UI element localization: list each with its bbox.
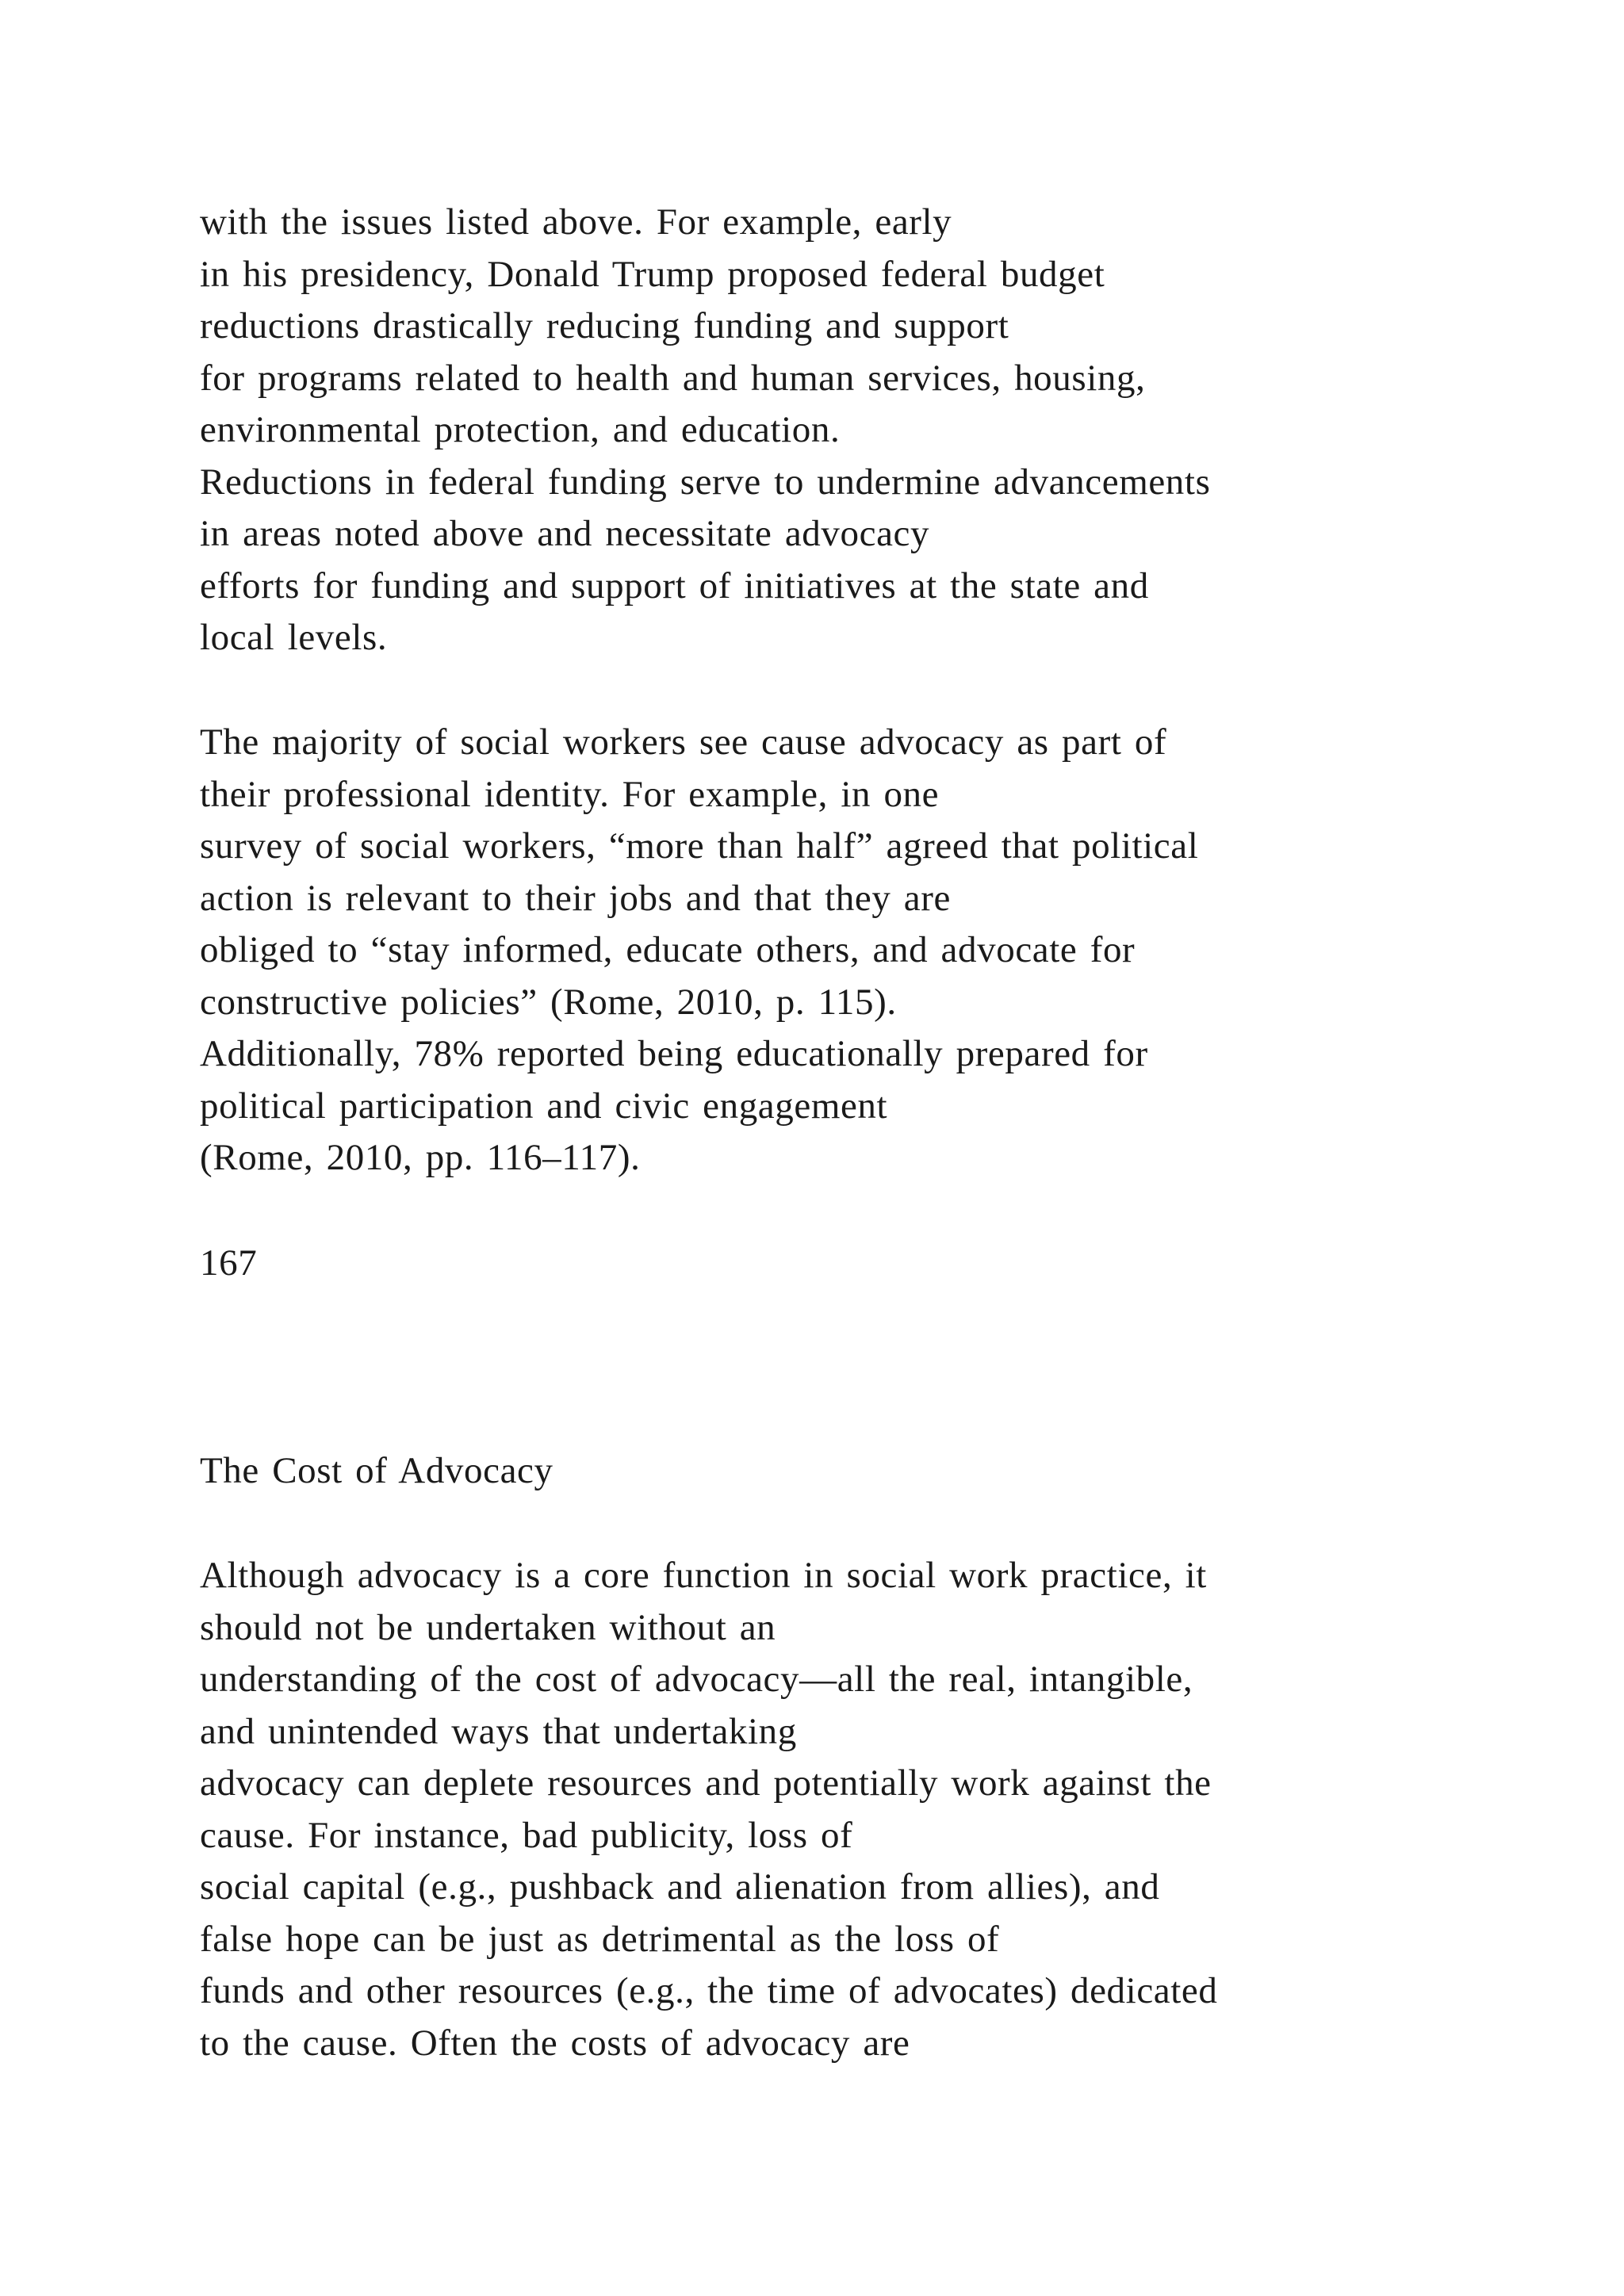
text-line: should not be undertaken without an xyxy=(200,1606,776,1648)
page-number-text: 167 xyxy=(200,1242,258,1284)
page-number xyxy=(200,1238,1595,1290)
paragraph-professional-identity xyxy=(200,717,1595,1184)
paragraph-cost-of-advocacy xyxy=(200,1550,1595,2069)
text-line: with the issues listed above. For example, early xyxy=(200,201,952,243)
text-line: advocacy can deplete resources and potentially work against the xyxy=(200,1762,1212,1804)
text-line: social capital (e.g., pushback and alienation from allies), and xyxy=(200,1866,1160,1908)
text-line: Although advocacy is a core function in social work practice, it xyxy=(200,1555,1207,1596)
text-line: efforts for funding and support of initiatives at the state and xyxy=(200,564,1149,607)
text-line: and unintended ways that undertaking xyxy=(200,1710,797,1752)
paragraph-budget-reductions xyxy=(200,197,1595,664)
text-line: for programs related to health and human services, housing, xyxy=(200,357,1146,399)
text-line: obliged to “stay informed, educate others, and advocate for xyxy=(200,929,1136,970)
text-line: environmental protection, and education. xyxy=(200,409,841,450)
text-line: The majority of social workers see cause advocacy as part of xyxy=(200,721,1167,763)
text-line: false hope can be just as detrimental as the loss of xyxy=(200,1918,1000,1960)
text-line: in areas noted above and necessitate advocacy xyxy=(200,513,930,554)
text-line: to the cause. Often the costs of advocacy are xyxy=(200,2022,910,2064)
text-line: action is relevant to their jobs and that they are xyxy=(200,877,951,919)
section-heading-text: The Cost of Advocacy xyxy=(200,1450,553,1491)
text-line: political participation and civic engagement xyxy=(200,1085,888,1127)
text-line: Additionally, 78% reported being educationally prepared for xyxy=(200,1033,1148,1074)
text-line: (Rome, 2010, pp. 116–117). xyxy=(200,1137,641,1178)
section-heading xyxy=(200,1445,1595,1498)
text-line: their professional identity. For example, in one xyxy=(200,773,940,815)
text-line: understanding of the cost of advocacy—all the real, intangible, xyxy=(200,1659,1193,1700)
text-line: funds and other resources (e.g., the time of advocates) dedicated xyxy=(200,1970,1218,2011)
text-line: local levels. xyxy=(200,617,388,658)
text-line: survey of social workers, “more than half” agreed that political xyxy=(200,825,1199,867)
text-line: in his presidency, Donald Trump proposed federal budget xyxy=(200,253,1105,295)
text-line: constructive policies” (Rome, 2010, p. 115). xyxy=(200,981,897,1023)
text-line: cause. For instance, bad publicity, loss of xyxy=(200,1814,853,1856)
text-line: Reductions in federal funding serve to undermine advancements xyxy=(200,461,1211,503)
text-line: reductions drastically reducing funding and support xyxy=(200,305,1009,346)
